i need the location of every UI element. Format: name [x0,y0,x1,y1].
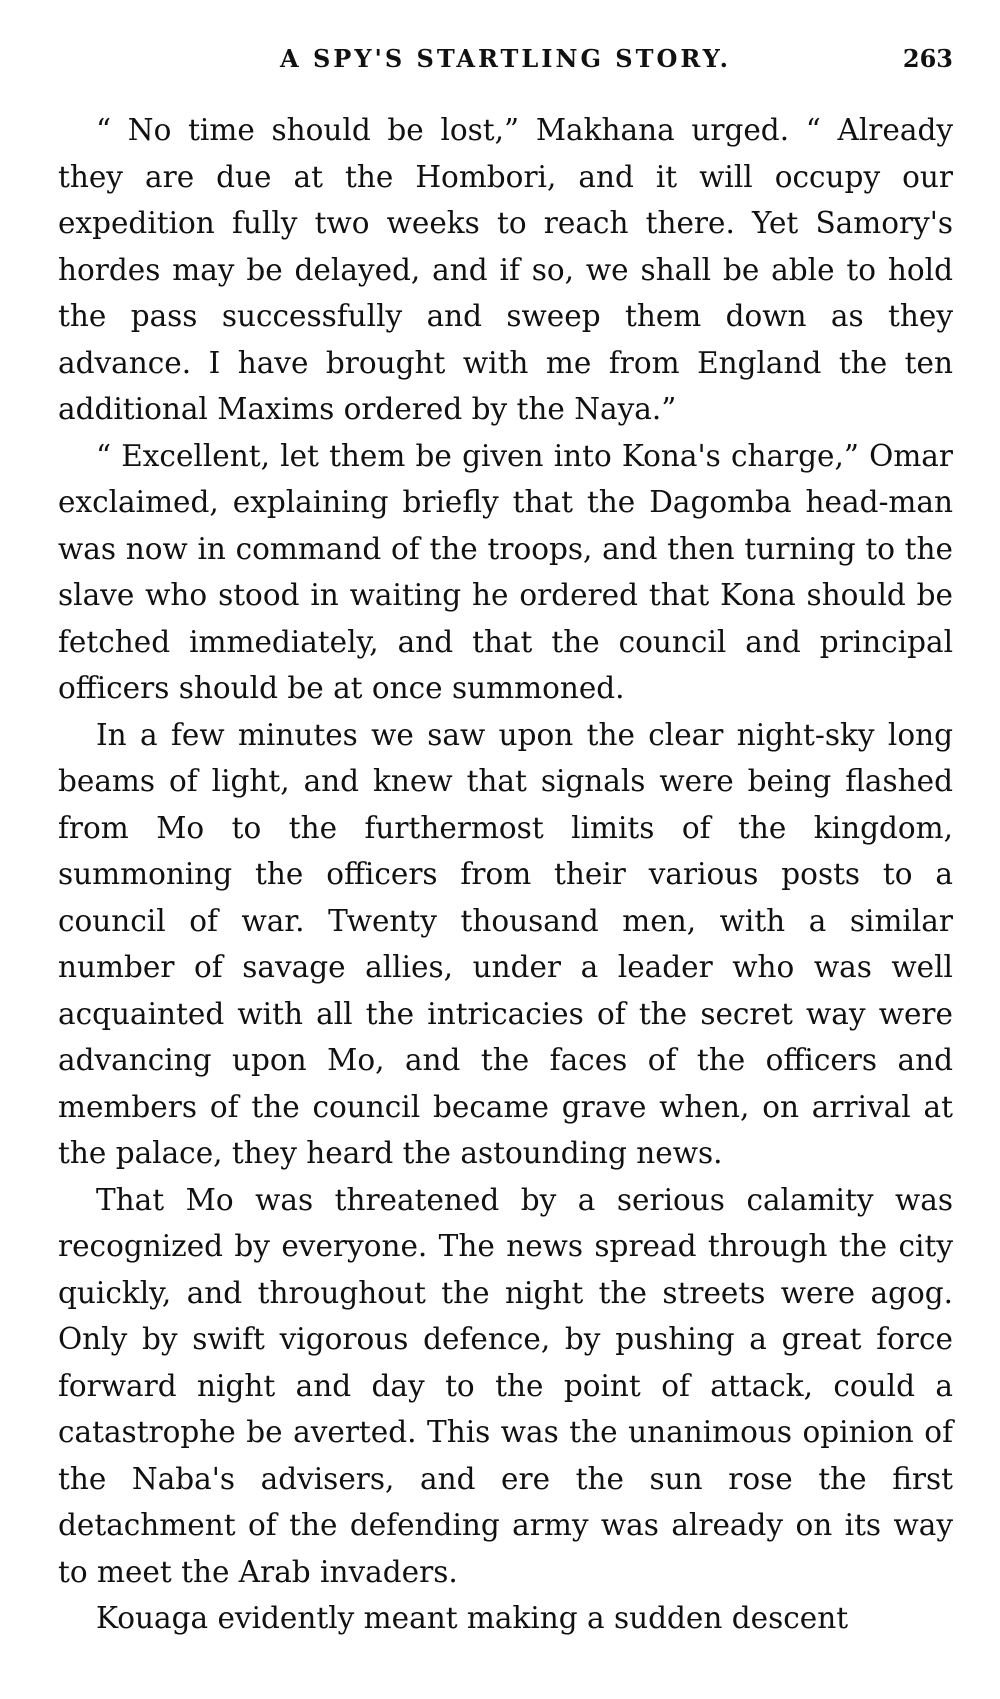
paragraph-4: That Mo was threatened by a serious calamity was recognized by everyone. The news spread through the city quickly, and throughout the night the streets were agog. Only by swift vigorous defence, by pushing a great force forward night and day to the point of attack, could a catastrophe be averted. This was the unanimous opinion of the Naba's advisers, and ere the sun rose the first detachment of the defending army was already on its way to meet the Arab invaders. [58,1182,953,1589]
page-number: 263 [902,44,953,73]
paragraph-2: “ Excellent, let them be given into Kona's charge,” Omar exclaimed, explaining briefly that the Dagomba head-man was now in command of the troops, and then turning to the slave who stood in waiting he ordered that Kona should be fetched immediately, and that the council and principal officers should be at once summoned. [58,438,953,705]
running-head [58,44,953,84]
body-text [58,107,953,1642]
paragraph-1: “ No time should be lost,” Makhana urged. “ Already they are due at the Hombori, and it will occupy our expedition fully two weeks to reach there. Yet Samory's hordes may be delayed, and if so, we shall be able to hold the pass successfully and sweep them down as they advance. I have brought with me from England the ten additional Maxims ordered by the Naya.” [58,113,953,426]
running-title: A SPY'S STARTLING STORY. [280,44,731,73]
paragraph-5: Kouaga evidently meant making a sudden descent [96,1601,849,1635]
paragraph-3: In a few minutes we saw upon the clear night-sky long beams of light, and knew that signals were being flashed from Mo to the furthermost limits of the kingdom, summoning the officers from their various posts to a council of war. Twenty thousand men, with a similar number of savage allies, under a leader who was well acquainted with all the intricacies of the secret way were advancing upon Mo, and the faces of the officers and members of the council became grave when, on arrival at the palace, they heard the astounding news. [58,717,953,1170]
